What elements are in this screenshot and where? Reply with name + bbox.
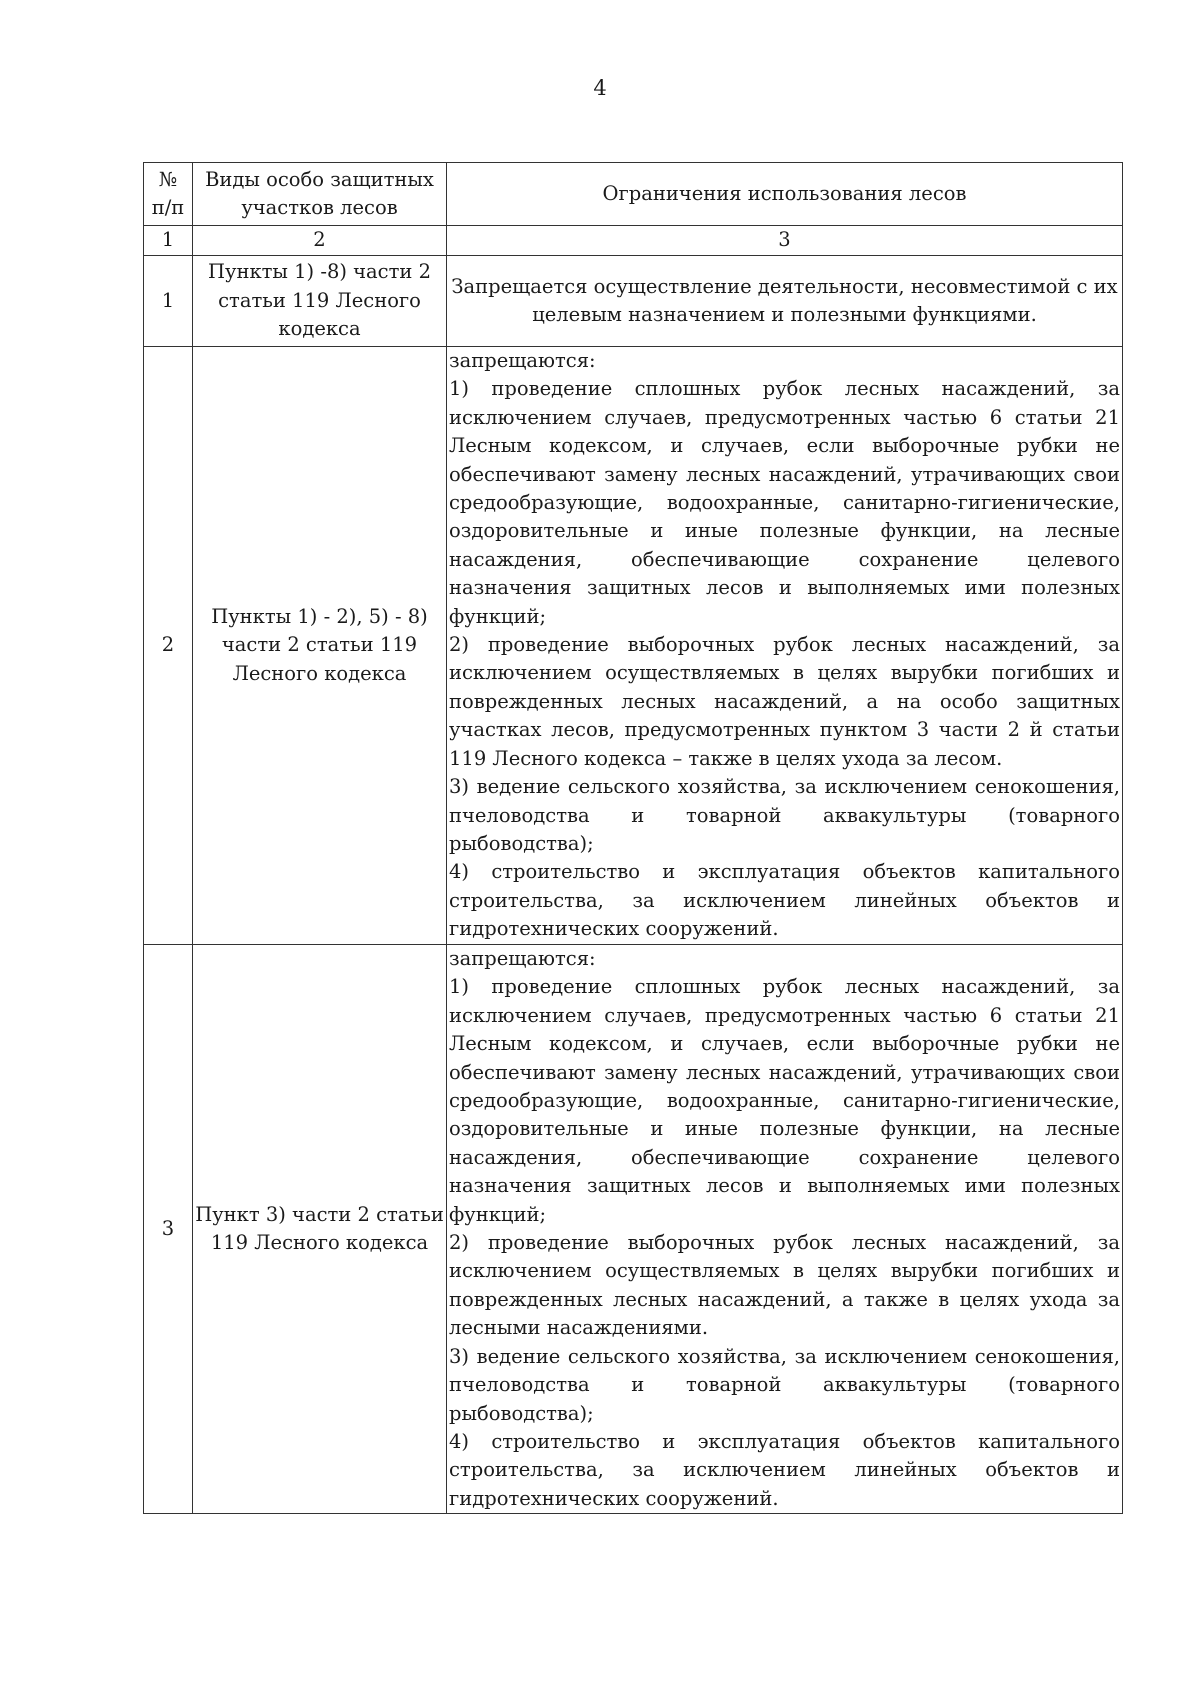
row-area-type: Пункт 3) части 2 статьи 119 Лесного кодекса	[193, 945, 447, 1514]
restriction-item: 1) проведение сплошных рубок лесных насаждений, за исключением случаев, предусмотренных частью 6 статьи 21 Лесным кодексом, и случаев, если выборочные рубки не обеспечивают замену лесных насаждений, утрачивающих свои средообразующие, водоохранные, санитарно-гигиенические, оздоровительные и иные полезные функции, на лесные насаждения, обеспечивающие сохранение целевого назначения защитных лесов и выполняемых ими полезных функций;	[449, 975, 1120, 1226]
column-number-1: 1	[144, 226, 193, 256]
restriction-item: 4) строительство и эксплуатация объектов капитального строительства, за исключением линейных объектов и гидротехнических сооружений.	[449, 1429, 1120, 1510]
table-row	[144, 347, 1123, 945]
row-restrictions	[447, 945, 1123, 1514]
page-number: 4	[593, 76, 607, 100]
restriction-intro: запрещаются:	[449, 349, 596, 372]
header-restrictions: Ограничения использования лесов	[447, 163, 1123, 226]
restrictions-table	[143, 162, 1123, 1514]
table-row	[144, 945, 1123, 1514]
row-area-type: Пункты 1) -8) части 2 статьи 119 Лесного кодекса	[193, 256, 447, 347]
row-area-type: Пункты 1) - 2), 5) - 8) части 2 статьи 119 Лесного кодекса	[193, 347, 447, 945]
column-number-3: 3	[447, 226, 1123, 256]
restriction-item: 1) проведение сплошных рубок лесных насаждений, за исключением случаев, предусмотренных частью 6 статьи 21 Лесным кодексом, и случаев, если выборочные рубки не обеспечивают замену лесных насаждений, утрачивающих свои средообразующие, водоохранные, санитарно-гигиенические, оздоровительные и иные полезные функции, на лесные насаждения, обеспечивающие сохранение целевого назначения защитных лесов и выполняемых ими полезных функций;	[449, 377, 1120, 628]
header-number: № п/п	[144, 163, 193, 226]
restriction-item: 4) строительство и эксплуатация объектов капитального строительства, за исключением линейных объектов и гидротехнических сооружений.	[449, 860, 1120, 941]
restriction-item: 3) ведение сельского хозяйства, за исключением сенокошения, пчеловодства и товарной аквакультуры (товарного рыбоводства);	[449, 775, 1120, 855]
row-number: 2	[144, 347, 193, 945]
column-numbers-row	[144, 226, 1123, 256]
restriction-item: 2) проведение выборочных рубок лесных насаждений, за исключением осуществляемых в целях вырубки погибших и поврежденных лесных насаждений, а на особо защитных участках лесов, предусмотренных пунктом 3 части 2 й статьи 119 Лесного кодекса – также в целях ухода за лесом.	[449, 633, 1120, 770]
row-restrictions: Запрещается осуществление деятельности, несовместимой с их целевым назначением и полезными функциями.	[447, 256, 1123, 347]
restriction-item: 2) проведение выборочных рубок лесных насаждений, за исключением осуществляемых в целях вырубки погибших и поврежденных лесных насаждений, а также в целях ухода за лесными насаждениями.	[449, 1231, 1120, 1340]
row-restrictions	[447, 347, 1123, 945]
restriction-intro: запрещаются:	[449, 947, 596, 970]
row-number: 3	[144, 945, 193, 1514]
table-row	[144, 256, 1123, 347]
restriction-item: 3) ведение сельского хозяйства, за исключением сенокошения, пчеловодства и товарной аквакультуры (товарного рыбоводства);	[449, 1344, 1120, 1425]
table-header-row	[144, 163, 1123, 226]
column-number-2: 2	[193, 226, 447, 256]
header-area-type: Виды особо защитных участков лесов	[193, 163, 447, 226]
row-number: 1	[144, 256, 193, 347]
